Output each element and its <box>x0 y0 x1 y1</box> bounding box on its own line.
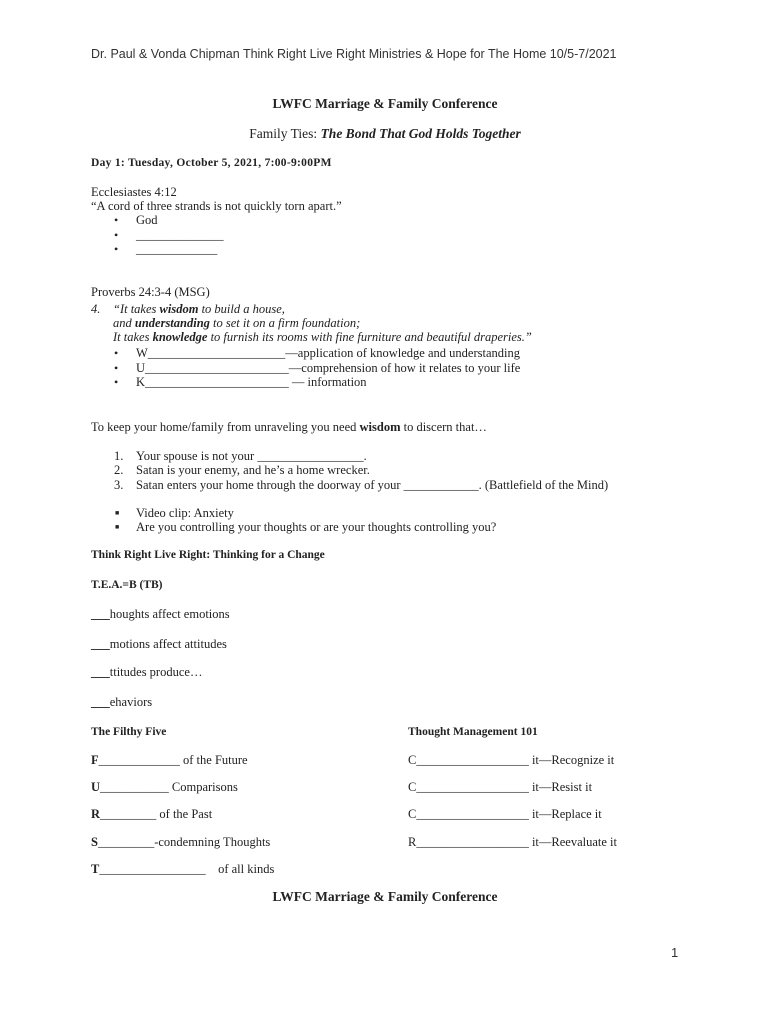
ecclesiastes-quote: “A cord of three strands is not quickly torn apart.” <box>91 199 342 213</box>
item-text: Satan is your enemy, and he’s a home wrecker. <box>136 463 370 477</box>
tea-formula: T.E.A.=B (TB) <box>91 579 163 591</box>
proverbs-ref: Proverbs 24:3-4 (MSG) <box>91 285 210 299</box>
numbered-item <box>114 463 370 478</box>
proverbs-line-1 <box>113 302 285 317</box>
item-number: 3. <box>114 478 124 492</box>
proverbs-verse-number: 4. <box>91 302 101 316</box>
filthy-rest: _________-condemning Thoughts <box>97 835 271 849</box>
ecclesiastes-bullet: • ______________ <box>136 228 224 243</box>
tea-text: ttitudes produce… <box>109 665 203 679</box>
day-heading: Day 1: Tuesday, October 5, 2021, 7:00-9:00PM <box>91 157 332 169</box>
proverbs-line-3 <box>113 330 532 345</box>
filthy-rest: _________ of the Past <box>100 807 213 821</box>
tea-text: motions affect attitudes <box>109 637 227 651</box>
numbered-item <box>114 478 609 493</box>
square-bullet-item: ■ Video clip: Anxiety <box>136 506 234 521</box>
proverbs-line-2c: to set it on a firm foundation; <box>209 316 361 330</box>
tea-line <box>91 637 227 652</box>
proverbs-line-3a: It takes <box>113 330 153 344</box>
proverbs-line-1a: “It takes <box>113 302 160 316</box>
proverbs-line-1c: to build a house, <box>198 302 285 316</box>
tea-blank: ___ <box>91 695 110 709</box>
thought-management-item: C__________________ it—Replace it <box>408 807 602 821</box>
filthy-five-heading: The Filthy Five <box>91 726 167 738</box>
subtitle-prefix: Family Ties: <box>249 126 321 141</box>
filthy-rest: ___________ Comparisons <box>100 780 238 794</box>
ecclesiastes-ref: Ecclesiastes 4:12 <box>91 185 177 199</box>
ecclesiastes-bullet: • _____________ <box>136 242 217 257</box>
filthy-five-item <box>91 753 248 768</box>
footer-conference-title: LWFC Marriage & Family Conference <box>272 889 498 904</box>
tea-line <box>91 665 202 680</box>
filthy-letter: S <box>91 835 98 849</box>
proverbs-bullet: • K_______________________ — information <box>136 375 367 390</box>
conference-subtitle <box>0 126 770 142</box>
proverbs-knowledge: knowledge <box>152 330 208 344</box>
proverbs-line-2 <box>113 316 360 331</box>
proverbs-wisdom: wisdom <box>159 302 199 316</box>
filthy-letter: R <box>91 807 101 821</box>
filthy-letter: U <box>91 780 101 794</box>
page-number: 1 <box>671 945 679 960</box>
filthy-five-item <box>91 862 274 877</box>
filthy-five-item <box>91 780 238 795</box>
item-text: Your spouse is not your _________________. <box>136 449 367 463</box>
proverbs-line-2a: and <box>113 316 135 330</box>
filthy-letter: T <box>91 862 100 876</box>
conference-title: LWFC Marriage & Family Conference <box>272 96 498 111</box>
subtitle-italic: The Bond That God Holds Together <box>320 126 521 141</box>
wisdom-bold: wisdom <box>359 420 401 434</box>
item-number: 2. <box>114 463 124 477</box>
ecclesiastes-bullet: • God <box>136 213 158 228</box>
tea-line <box>91 607 230 622</box>
item-number: 1. <box>114 449 124 463</box>
filthy-letter: F <box>91 753 99 767</box>
tea-text: houghts affect emotions <box>109 607 230 621</box>
wisdom-intro-c: to discern that… <box>400 420 487 434</box>
thought-management-heading: Thought Management 101 <box>408 726 538 738</box>
filthy-five-item <box>91 807 212 822</box>
running-header: Dr. Paul & Vonda Chipman Think Right Live Right Ministries & Hope for The Home 10/5-7/2021 <box>91 47 617 61</box>
wisdom-intro-a: To keep your home/family from unraveling you need <box>91 420 360 434</box>
thought-management-item: C__________________ it—Recognize it <box>408 753 615 767</box>
square-bullet-item: ■ Are you controlling your thoughts or are your thoughts controlling you? <box>136 520 496 535</box>
thought-management-item: R__________________ it—Reevaluate it <box>408 835 618 849</box>
tea-text: ehaviors <box>109 695 153 709</box>
proverbs-line-3c: to furnish its rooms with fine furniture and beautiful draperies.” <box>207 330 532 344</box>
tea-blank: ___ <box>91 607 110 621</box>
proverbs-bullet: • U_______________________—comprehension of how it relates to your life <box>136 361 520 376</box>
proverbs-bullet: • W______________________—application of knowledge and understanding <box>136 346 520 361</box>
thought-management-item: C__________________ it—Resist it <box>408 780 593 794</box>
item-text: Satan enters your home through the doorway of your ____________. (Battlefield of the Mind) <box>136 478 609 492</box>
tea-line <box>91 695 152 710</box>
filthy-rest: _________________ of all kinds <box>99 862 275 876</box>
filthy-five-item <box>91 835 270 850</box>
filthy-rest: _____________ of the Future <box>98 753 248 767</box>
numbered-item <box>114 449 367 464</box>
thinking-heading: Think Right Live Right: Thinking for a Change <box>91 549 325 561</box>
tea-blank: ___ <box>91 665 110 679</box>
wisdom-intro <box>91 420 487 435</box>
tea-blank: ___ <box>91 637 110 651</box>
proverbs-understanding: understanding <box>134 316 210 330</box>
